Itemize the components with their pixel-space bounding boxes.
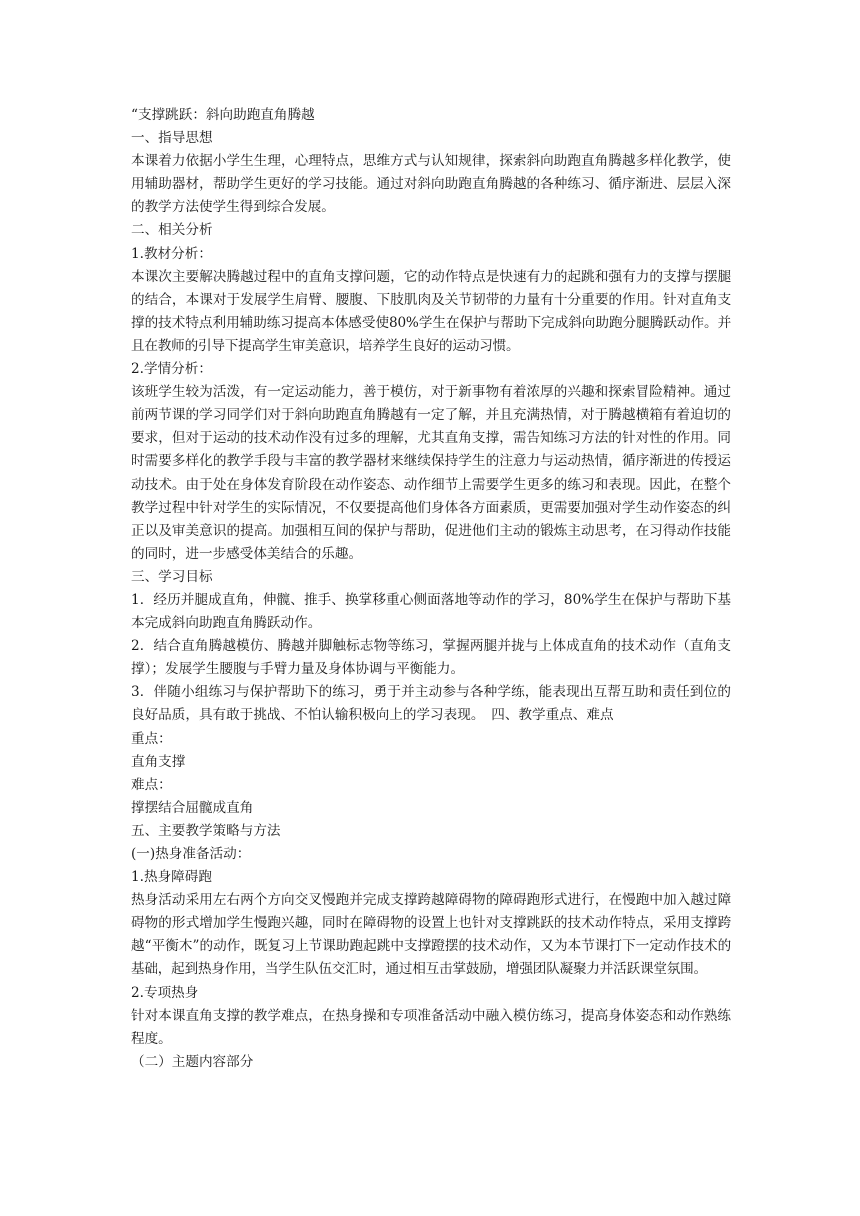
section-heading: 二、相关分析 — [131, 222, 213, 239]
paragraph: 针对本课直角支撑的教学难点，在热身操和专项准备活动中融入模仿练习，提高身体姿态和动作熟练程度。 — [131, 1007, 731, 1047]
text-line: 直角支撑 — [131, 753, 186, 770]
subsection-heading: 2.专项热身 — [131, 984, 199, 1001]
subsection-heading: (一)热身准备活动： — [131, 846, 251, 862]
label-line: 难点： — [131, 776, 172, 793]
subsection-heading: 1.教材分析： — [131, 245, 212, 262]
paragraph: 该班学生较为活泼，有一定运动能力，善于模仿，对于新事物有着浓厚的兴趣和探索冒险精神。通过前两节课的学习同学们对于斜向助跑直角腾越有一定了解，并且充满热情，对于腾越横箱有着迫切的要求，但对于运动的技术动作没有过多的理解，尤其直角支撑，需告知练习方法的针对性的作用。同时需要多样化的教学手段与丰富的教学器材来继续保持学生的注意力与运动热情，循序渐进的传授运动技术。由于处在身体发育阶段在动作姿态、动作细节上需要学生更多的练习和表现。因此，在整个教学过程中针对学生的实际情况，不仅要提高他们身体各方面素质，更需要加强对学生动作姿态的纠正以及审美意识的提高。加强相互间的保护与帮助，促进他们主动的锻炼主动思考，在习得动作技能的同时，进一步感受体美结合的乐趣。 — [131, 384, 731, 562]
label-line: 重点： — [131, 730, 172, 747]
section-heading: 五、主要教学策略与方法 — [131, 822, 281, 839]
list-item: 1．经历并腿成直角，伸髋、推手、换掌移重心侧面落地等动作的学习，80%学生在保护与帮助下基本完成斜向助跑直角腾跃动作。 — [131, 591, 731, 632]
section-heading: 一、指导思想 — [131, 130, 213, 147]
section-heading: 三、学习目标 — [131, 568, 213, 585]
text-line: 撑摆结合屈髋成直角 — [131, 799, 254, 816]
paragraph: 本课次主要解决腾越过程中的直角支撑问题，它的动作特点是快速有力的起跳和强有力的支撑与摆腿的结合，本课对于发展学生肩臂、腰腹、下肢肌肉及关节韧带的力量有十分重要的作用。针对直角支撑的技术特点利用辅助练习提高本体感受使80%学生在保护与帮助下完成斜向助跑分腿腾跃动作。并且在教师的引导下提高学生审美意识，培养学生良好的运动习惯。 — [131, 268, 731, 354]
document-body — [131, 104, 731, 1074]
list-item: 3．伴随小组练习与保护帮助下的练习，勇于并主动参与各种学练，能表现出互帮互助和责任到位的良好品质，具有敢于挑战、不怕认输积极向上的学习表现。 四、教学重点、难点 — [131, 684, 731, 724]
document-title: “支撑跳跃：斜向助跑直角腾越 — [131, 107, 315, 123]
subsection-heading: 1.热身障碍跑 — [131, 869, 212, 886]
subsection-heading: 2.学情分析： — [131, 361, 212, 378]
section-heading: （二）主题内容部分 — [131, 1053, 254, 1070]
paragraph: 热身活动采用左右两个方向交叉慢跑并完成支撑跨越障碍物的障碍跑形式进行，在慢跑中加入越过障碍物的形式增加学生慢跑兴趣，同时在障碍物的设置上也针对支撑跳跃的技术动作特点，采用支撑跨越“平衡木”的动作，既复习上节课助跑起跳中支撑蹬摆的技术动作，又为本节课打下一定动作技术的基础，起到热身作用，当学生队伍交汇时，通过相互击掌鼓励，增强团队凝聚力并活跃课堂氛围。 — [131, 892, 731, 978]
list-item: 2．结合直角腾越模仿、腾越并脚触标志物等练习，掌握两腿并拢与上体成直角的技术动作（直角支撑）；发展学生腰腹与手臂力量及身体协调与平衡能力。 — [131, 638, 731, 678]
paragraph: 本课着力依据小学生生理，心理特点，思维方式与认知规律，探索斜向助跑直角腾越多样化教学，使用辅助器材，帮助学生更好的学习技能。通过对斜向助跑直角腾越的各种练习、循序渐进、层层入深的教学方法使学生得到综合发展。 — [131, 153, 731, 216]
